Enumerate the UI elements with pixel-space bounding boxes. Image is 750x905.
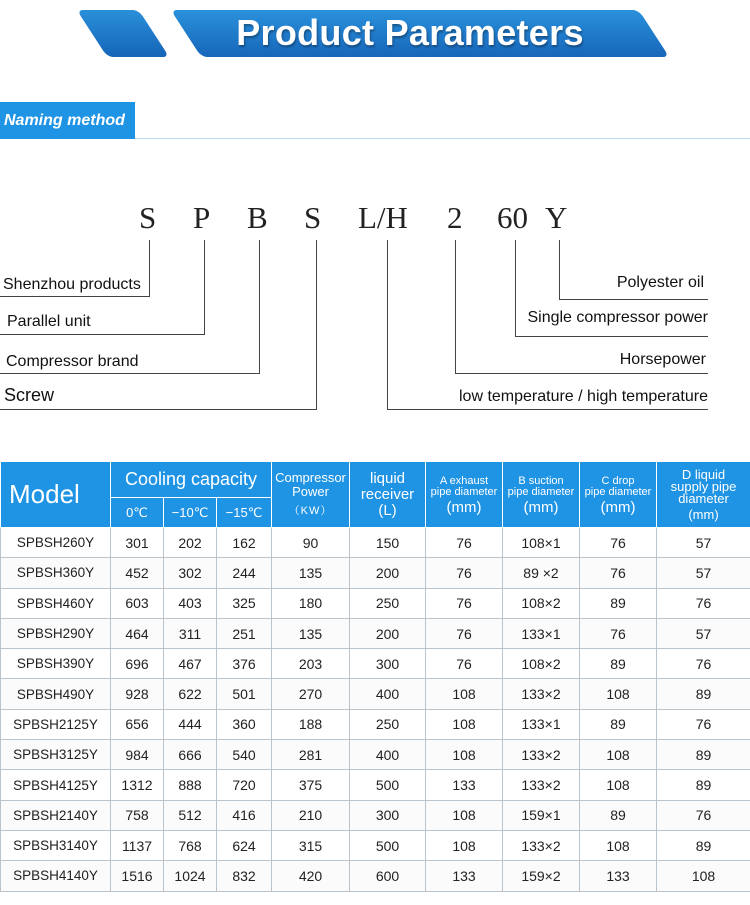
header-temp-0: 0℃ bbox=[111, 498, 164, 528]
cell-cap-0c: 696 bbox=[111, 649, 164, 679]
leader-horizontal-2 bbox=[455, 373, 708, 374]
cell-cap-minus10c: 302 bbox=[164, 558, 217, 588]
cell-c-drop: 108 bbox=[580, 740, 657, 770]
cell-b-suction: 108×2 bbox=[503, 649, 580, 679]
cell-cap-0c: 984 bbox=[111, 740, 164, 770]
header-d-unit: (mm) bbox=[688, 506, 719, 522]
cell-compressor-power: 210 bbox=[272, 800, 350, 830]
cell-model: SPBSH290Y bbox=[1, 618, 111, 648]
table-row bbox=[1, 618, 750, 648]
leader-vertical-y bbox=[559, 240, 560, 300]
table-row bbox=[1, 528, 750, 558]
leader-vertical-b bbox=[259, 240, 260, 374]
header-a-exhaust bbox=[426, 462, 503, 528]
cell-cap-minus15c: 244 bbox=[217, 558, 272, 588]
header-a-unit: (mm) bbox=[446, 499, 482, 516]
cell-cap-0c: 928 bbox=[111, 679, 164, 709]
leader-horizontal-s2 bbox=[0, 409, 317, 410]
table-row bbox=[1, 588, 750, 618]
label-shenzhou-products: Shenzhou products bbox=[3, 276, 141, 293]
cell-model: SPBSH260Y bbox=[1, 528, 111, 558]
table-row bbox=[1, 649, 750, 679]
cell-cap-minus15c: 325 bbox=[217, 588, 272, 618]
cell-liquid-receiver: 400 bbox=[350, 679, 426, 709]
cell-cap-minus10c: 403 bbox=[164, 588, 217, 618]
cell-b-suction: 108×2 bbox=[503, 588, 580, 618]
header-liquid-line1: liquid bbox=[369, 469, 406, 487]
cell-cap-minus10c: 311 bbox=[164, 618, 217, 648]
cell-b-suction: 108×1 bbox=[503, 528, 580, 558]
cell-model: SPBSH360Y bbox=[1, 558, 111, 588]
code-letter-2: 2 bbox=[447, 200, 463, 235]
label-polyester-oil: Polyester oil bbox=[616, 274, 704, 291]
header-c-drop bbox=[580, 462, 657, 528]
cell-model: SPBSH2125Y bbox=[1, 709, 111, 739]
cell-b-suction: 133×1 bbox=[503, 709, 580, 739]
cell-cap-minus15c: 832 bbox=[217, 861, 272, 891]
cell-c-drop: 89 bbox=[580, 588, 657, 618]
cell-cap-minus10c: 512 bbox=[164, 800, 217, 830]
leader-vertical-60 bbox=[515, 240, 516, 337]
cell-liquid-receiver: 400 bbox=[350, 740, 426, 770]
cell-model: SPBSH460Y bbox=[1, 588, 111, 618]
cell-model: SPBSH390Y bbox=[1, 649, 111, 679]
cell-model: SPBSH490Y bbox=[1, 679, 111, 709]
cell-compressor-power: 188 bbox=[272, 709, 350, 739]
cell-cap-0c: 656 bbox=[111, 709, 164, 739]
label-single-compressor-power: Single compressor power bbox=[527, 309, 708, 326]
cell-b-suction: 159×2 bbox=[503, 861, 580, 891]
label-screw: Screw bbox=[4, 385, 55, 405]
cell-cap-0c: 464 bbox=[111, 618, 164, 648]
leader-horizontal-lh bbox=[387, 409, 708, 410]
cell-model: SPBSH4125Y bbox=[1, 770, 111, 800]
cell-compressor-power: 135 bbox=[272, 618, 350, 648]
cell-cap-0c: 603 bbox=[111, 588, 164, 618]
cell-a-exhaust: 76 bbox=[426, 649, 503, 679]
leader-horizontal-y bbox=[559, 299, 708, 300]
header-b-unit: (mm) bbox=[523, 499, 559, 516]
cell-cap-minus15c: 540 bbox=[217, 740, 272, 770]
leader-horizontal-60 bbox=[515, 336, 708, 337]
cell-d-liquid-supply: 57 bbox=[657, 558, 750, 588]
cell-c-drop: 76 bbox=[580, 618, 657, 648]
cell-a-exhaust: 133 bbox=[426, 861, 503, 891]
spec-table-body bbox=[1, 528, 750, 892]
cell-d-liquid-supply: 89 bbox=[657, 679, 750, 709]
cell-d-liquid-supply: 76 bbox=[657, 709, 750, 739]
cell-cap-0c: 452 bbox=[111, 558, 164, 588]
cell-liquid-receiver: 300 bbox=[350, 649, 426, 679]
cell-compressor-power: 180 bbox=[272, 588, 350, 618]
code-letter-s2: S bbox=[304, 200, 322, 235]
cell-c-drop: 76 bbox=[580, 558, 657, 588]
header-liquid-receiver bbox=[350, 462, 426, 528]
cell-a-exhaust: 108 bbox=[426, 740, 503, 770]
header-compressor-unit: （KW） bbox=[288, 505, 333, 517]
header-liquid-unit: (L) bbox=[378, 501, 397, 519]
cell-cap-minus10c: 444 bbox=[164, 709, 217, 739]
cell-liquid-receiver: 150 bbox=[350, 528, 426, 558]
cell-cap-minus15c: 416 bbox=[217, 800, 272, 830]
cell-a-exhaust: 133 bbox=[426, 770, 503, 800]
cell-cap-minus10c: 768 bbox=[164, 830, 217, 860]
cell-compressor-power: 90 bbox=[272, 528, 350, 558]
cell-liquid-receiver: 250 bbox=[350, 709, 426, 739]
cell-c-drop: 108 bbox=[580, 830, 657, 860]
cell-d-liquid-supply: 76 bbox=[657, 649, 750, 679]
table-row bbox=[1, 861, 750, 891]
section-label-naming-method: Naming method bbox=[0, 102, 135, 139]
cell-a-exhaust: 108 bbox=[426, 800, 503, 830]
cell-d-liquid-supply: 89 bbox=[657, 740, 750, 770]
header-a-line1: A exhaust bbox=[439, 475, 489, 487]
cell-a-exhaust: 108 bbox=[426, 679, 503, 709]
section-divider bbox=[135, 138, 750, 139]
cell-cap-minus15c: 376 bbox=[217, 649, 272, 679]
cell-cap-0c: 301 bbox=[111, 528, 164, 558]
header-b-suction bbox=[503, 462, 580, 528]
cell-liquid-receiver: 200 bbox=[350, 618, 426, 648]
cell-d-liquid-supply: 57 bbox=[657, 618, 750, 648]
cell-cap-minus15c: 501 bbox=[217, 679, 272, 709]
header-cooling-capacity: Cooling capacity bbox=[111, 462, 272, 498]
cell-cap-minus10c: 622 bbox=[164, 679, 217, 709]
cell-cap-minus10c: 202 bbox=[164, 528, 217, 558]
code-letter-60: 60 bbox=[497, 200, 528, 235]
label-parallel-unit: Parallel unit bbox=[7, 313, 91, 330]
cell-a-exhaust: 108 bbox=[426, 830, 503, 860]
cell-cap-minus15c: 162 bbox=[217, 528, 272, 558]
cell-c-drop: 89 bbox=[580, 649, 657, 679]
header-d-liquid-supply bbox=[657, 462, 750, 528]
cell-liquid-receiver: 200 bbox=[350, 558, 426, 588]
cell-d-liquid-supply: 76 bbox=[657, 800, 750, 830]
cell-cap-0c: 1137 bbox=[111, 830, 164, 860]
cell-a-exhaust: 76 bbox=[426, 618, 503, 648]
cell-compressor-power: 420 bbox=[272, 861, 350, 891]
cell-cap-0c: 758 bbox=[111, 800, 164, 830]
header-c-line2: pipe diameter bbox=[584, 486, 652, 498]
cell-model: SPBSH4140Y bbox=[1, 861, 111, 891]
cell-cap-minus10c: 467 bbox=[164, 649, 217, 679]
cell-a-exhaust: 76 bbox=[426, 558, 503, 588]
cell-d-liquid-supply: 89 bbox=[657, 830, 750, 860]
banner-left-tab bbox=[77, 10, 170, 57]
table-row bbox=[1, 740, 750, 770]
cell-b-suction: 159×1 bbox=[503, 800, 580, 830]
cell-d-liquid-supply: 108 bbox=[657, 861, 750, 891]
header-c-line1: C drop bbox=[601, 475, 635, 487]
cell-liquid-receiver: 250 bbox=[350, 588, 426, 618]
leader-vertical-s2 bbox=[316, 240, 317, 410]
header-temp-minus10: −10℃ bbox=[164, 498, 217, 528]
header-compressor-line1: Compressor bbox=[275, 470, 346, 485]
header-compressor-power bbox=[272, 462, 350, 528]
cell-liquid-receiver: 300 bbox=[350, 800, 426, 830]
cell-d-liquid-supply: 76 bbox=[657, 588, 750, 618]
header-c-unit: (mm) bbox=[600, 499, 636, 516]
table-row bbox=[1, 830, 750, 860]
cell-c-drop: 133 bbox=[580, 861, 657, 891]
cell-compressor-power: 375 bbox=[272, 770, 350, 800]
cell-liquid-receiver: 500 bbox=[350, 770, 426, 800]
leader-horizontal-s1 bbox=[0, 296, 150, 297]
leader-vertical-p bbox=[204, 240, 205, 335]
header-a-line2: pipe diameter bbox=[430, 486, 498, 498]
header-d-line2: supply pipe bbox=[670, 478, 737, 494]
header-model: Model bbox=[1, 462, 111, 528]
header-b-line2: pipe diameter bbox=[507, 486, 575, 498]
cell-model: SPBSH3140Y bbox=[1, 830, 111, 860]
code-letter-s1: S bbox=[139, 200, 157, 235]
leader-vertical-lh bbox=[387, 240, 388, 410]
leader-horizontal-p bbox=[0, 334, 205, 335]
page-title: Product Parameters bbox=[236, 12, 584, 53]
cell-a-exhaust: 108 bbox=[426, 709, 503, 739]
cell-c-drop: 108 bbox=[580, 770, 657, 800]
cell-cap-minus15c: 720 bbox=[217, 770, 272, 800]
cell-b-suction: 133×1 bbox=[503, 618, 580, 648]
label-horsepower: Horsepower bbox=[619, 351, 706, 368]
cell-c-drop: 89 bbox=[580, 709, 657, 739]
cell-cap-minus15c: 624 bbox=[217, 830, 272, 860]
label-compressor-brand: Compressor brand bbox=[6, 353, 139, 370]
cell-c-drop: 89 bbox=[580, 800, 657, 830]
table-row bbox=[1, 558, 750, 588]
table-row bbox=[1, 679, 750, 709]
cell-liquid-receiver: 500 bbox=[350, 830, 426, 860]
cell-compressor-power: 281 bbox=[272, 740, 350, 770]
cell-c-drop: 76 bbox=[580, 528, 657, 558]
header-compressor-line2: Power bbox=[292, 484, 329, 499]
cell-compressor-power: 315 bbox=[272, 830, 350, 860]
cell-cap-minus10c: 1024 bbox=[164, 861, 217, 891]
cell-d-liquid-supply: 89 bbox=[657, 770, 750, 800]
code-letter-y: Y bbox=[545, 200, 568, 235]
leader-vertical-2 bbox=[455, 240, 456, 374]
cell-model: SPBSH2140Y bbox=[1, 800, 111, 830]
code-letter-lh: L/H bbox=[358, 200, 408, 235]
cell-b-suction: 133×2 bbox=[503, 830, 580, 860]
leader-horizontal-b bbox=[0, 373, 260, 374]
cell-compressor-power: 135 bbox=[272, 558, 350, 588]
table-row bbox=[1, 770, 750, 800]
cell-cap-minus15c: 360 bbox=[217, 709, 272, 739]
cell-cap-0c: 1516 bbox=[111, 861, 164, 891]
table-row bbox=[1, 709, 750, 739]
header-temp-minus15: −15℃ bbox=[217, 498, 272, 528]
cell-cap-minus15c: 251 bbox=[217, 618, 272, 648]
header-b-line1: B suction bbox=[518, 475, 564, 487]
table-row bbox=[1, 800, 750, 830]
cell-cap-0c: 1312 bbox=[111, 770, 164, 800]
header-liquid-line2: receiver bbox=[360, 485, 415, 503]
cell-b-suction: 133×2 bbox=[503, 679, 580, 709]
cell-cap-minus10c: 666 bbox=[164, 740, 217, 770]
cell-b-suction: 133×2 bbox=[503, 740, 580, 770]
leader-vertical-s1 bbox=[149, 240, 150, 297]
code-letter-p: P bbox=[193, 200, 211, 235]
spec-table bbox=[0, 461, 750, 892]
cell-a-exhaust: 76 bbox=[426, 588, 503, 618]
cell-compressor-power: 270 bbox=[272, 679, 350, 709]
label-low-high-temperature: low temperature / high temperature bbox=[458, 388, 708, 405]
cell-d-liquid-supply: 57 bbox=[657, 528, 750, 558]
cell-compressor-power: 203 bbox=[272, 649, 350, 679]
cell-c-drop: 108 bbox=[580, 679, 657, 709]
cell-liquid-receiver: 600 bbox=[350, 861, 426, 891]
cell-cap-minus10c: 888 bbox=[164, 770, 217, 800]
cell-b-suction: 89 ×2 bbox=[503, 558, 580, 588]
header-d-line3: diameter bbox=[678, 490, 729, 506]
header-d-line1: D liquid bbox=[681, 466, 726, 482]
cell-b-suction: 133×2 bbox=[503, 770, 580, 800]
cell-a-exhaust: 76 bbox=[426, 528, 503, 558]
cell-model: SPBSH3125Y bbox=[1, 740, 111, 770]
code-letter-b: B bbox=[247, 200, 268, 235]
